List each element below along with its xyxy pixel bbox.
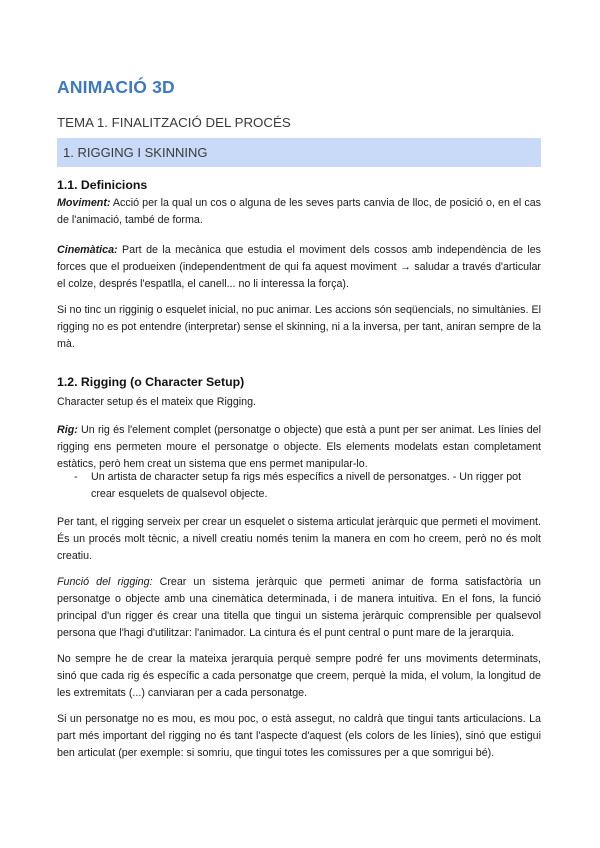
paragraph-rig	[57, 422, 541, 473]
bullet-text-content: Un artista de character setup fa rigs més específics a nivell de personatges. - Un rigger pot crear esquelets de qualsevol objecte.	[91, 471, 522, 500]
paragraph-funcio	[57, 574, 541, 642]
definition-moviment: Acció per la qual un cos o alguna de les seves parts canvia de lloc, de posició o, en el cas de l'animació, també de forma.	[57, 197, 541, 226]
section-heading-bar	[57, 138, 541, 167]
heading-definicions: 1.1. Definicions	[57, 178, 148, 192]
definition-funcio: Crear un sistema jeràrquic que permeti animar de forma satisfactòria un personatge o objecte amb una cinemàtica determinada, i de manera intuitiva. En el fons, la funció principal d'un rigger és crear una titella que tingui un sistema jeràrquic comprensible per qualsevol persona que l'hagi d'utilitzar: l'animador. La cintura és el punt central o punt mare de la jerarquia.	[57, 576, 541, 639]
definition-cinematica: Part de la mecànica que estudia el moviment dels cossos amb independència de les forces que el produeixen (independentment de qui fa aquest moviment → saludar a través d'articular el colze, després l'espatlla, el canell... no li interessa la força).	[57, 244, 541, 290]
paragraph-si-un-personatge: Si un personatge no es mou, es mou poc, o està assegut, no caldrà que tingui tants articulacions. La part més important del rigging no és tant l'aspecte d'aquest (els colors de les línies), sinó que estigui ben articulat (per exemple: si somriu, que tingui totes les comissures per a que somrigui bé).	[57, 713, 541, 759]
paragraph-cinematica	[57, 242, 541, 293]
bullet-text	[91, 469, 558, 503]
term-moviment: Moviment:	[57, 197, 111, 209]
paragraph-moviment	[57, 195, 541, 229]
topic-heading: TEMA 1. FINALITZACIÓ DEL PROCÉS	[57, 115, 291, 130]
document-title: ANIMACIÓ 3D	[57, 77, 175, 97]
paragraph-rigging-skinning: Si no tinc un rigginig o esquelet inicial, no puc animar. Les accions són seqüencials, no simultànies. El rigging no es pot entendre (interpretar) sense el skinning, ni a la inversa, per tant, aniran sempre de la mà.	[57, 304, 541, 350]
term-cinematica: Cinemàtica:	[57, 244, 118, 256]
section-heading: 1. RIGGING I SKINNING	[63, 145, 208, 160]
heading-rigging: 1.2. Rigging (o Character Setup)	[57, 375, 245, 389]
bullet-dash: -	[74, 471, 78, 483]
term-funcio: Funció del rigging:	[57, 576, 153, 588]
definition-rig: Un rig és l'element complet (personatge o objecte) que està a punt per ser animat. Les línies del rigging ens permeten moure el personatge o objecte. Els elements modelats estan completament estàtics, però hem creat un sistema que ens permet manipular-lo.	[57, 424, 541, 470]
paragraph-no-sempre: No sempre he de crear la mateixa jerarquia perquè sempre podré fer uns moviments determinats, sinó que cada rig és específic a cada personatge que creem, perquè la mida, el volum, la longitud de les extremitats (...) canviaran per a cada personatge.	[57, 653, 541, 699]
paragraph-per-tant: Per tant, el rigging serveix per crear un esquelet o sistema articulat jeràrquic que permeti el moviment. És un procés molt tècnic, a nivell creatiu només tenim la manera en com ho creem, però no és molt creatiu.	[57, 516, 541, 562]
paragraph-character-setup: Character setup és el mateix que Rigging.	[57, 396, 257, 408]
term-rig: Rig:	[57, 424, 78, 436]
